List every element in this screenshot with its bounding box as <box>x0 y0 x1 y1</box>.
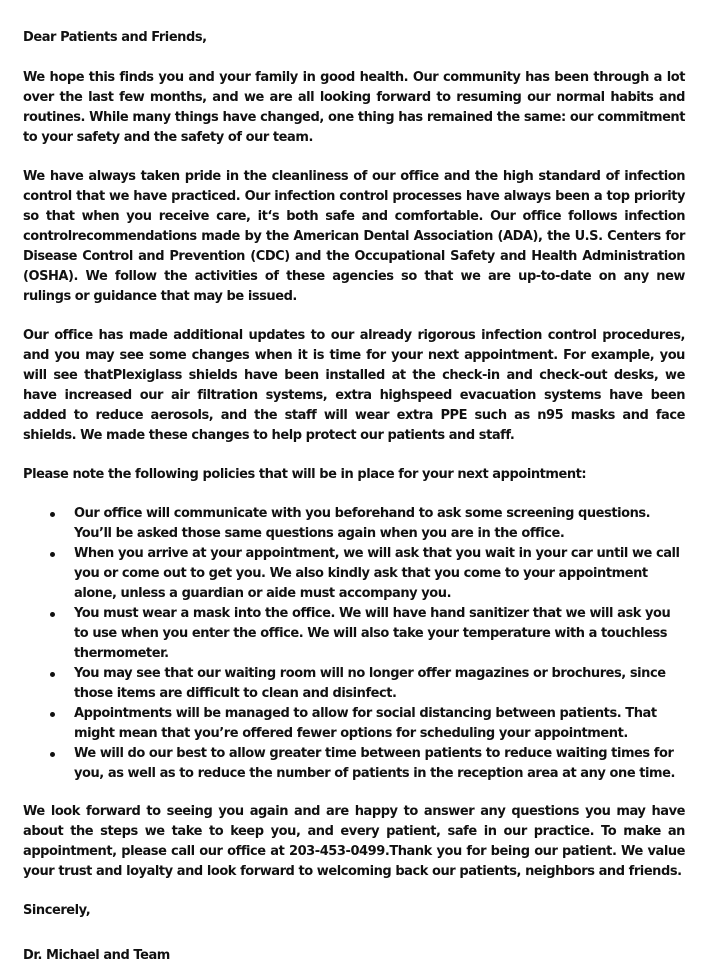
updates-paragraph: Our office has made additional updates to our already rigorous infection control procedures, and you may see some changes when it is time for your next appointment. For example, you will see thatPlexiglass shields have been installed at the check-in and check-out desks, we have increased our air filtration systems, extra highspeed evacuation systems have been added to reduce aerosols, and the staff will wear extra PPE such as n95 masks and face shields. We made these changes to help protect our patients and staff. <box>23 328 685 443</box>
policy-text: When you arrive at your appointment, we will ask that you wait in your car until we call you or come out to get you. We also kindly ask that you come to your appointment alone, unless a guardian or aide must accompany you. <box>74 546 680 601</box>
closing-paragraph: We look forward to seeing you again and are happy to answer any questions you may have about the steps we take to keep you, and every patient, safe in our practice. To make an appointment, please call our office at 203-453-0499.Thank you for being our patient. We value your trust and loyalty and look forward to welcoming back our patients, neighbors and friends. <box>23 804 685 879</box>
intro-paragraph: We hope this finds you and your family in good health. Our community has been through a lot over the last few months, and we are all looking forward to resuming our normal habits and routines. While many things have changed, one thing has remained the same: our commitment to your safety and the safety of our team. <box>23 70 685 145</box>
policy-text: Appointments will be managed to allow for social distancing between patients. That might mean that you’re offered fewer options for scheduling your appointment. <box>74 706 657 741</box>
policy-item <box>23 664 685 704</box>
policy-text: Our office will communicate with you beforehand to ask some screening questions. You’ll be asked those same questions again when you are in the office. <box>74 506 651 541</box>
bullet-icon <box>50 672 55 677</box>
bullet-icon <box>50 552 55 557</box>
policy-item <box>23 744 685 784</box>
salutation: Dear Patients and Friends, <box>23 30 207 45</box>
policy-text: You must wear a mask into the office. We will have hand sanitizer that we will ask you to use when you enter the office. We will also take your temperature with a touchless thermometer. <box>74 606 671 661</box>
bullet-icon <box>50 512 55 517</box>
letter-body <box>23 28 685 966</box>
policy-text: You may see that our waiting room will no longer offer magazines or brochures, since those items are difficult to clean and disinfect. <box>74 666 666 701</box>
signature: Dr. Michael and Team <box>23 948 170 963</box>
infection-control-paragraph: We have always taken pride in the cleanliness of our office and the high standard of infection control that we have practiced. Our infection control processes have always been a top priority so that when you receive care, it‘s both safe and comfortable. Our office follows infection controlrecommendations made by the American Dental Association (ADA), the U.S. Centers for Disease Control and Prevention (CDC) and the Occupational Safety and Health Administration (OSHA). We follow the activities of these agencies so that we are up-to-date on any new rulings or guidance that may be issued. <box>23 169 685 304</box>
closing: Sincerely, <box>23 903 91 918</box>
policy-item <box>23 544 685 604</box>
policy-text: We will do our best to allow greater time between patients to reduce waiting times for you, as well as to reduce the number of patients in the reception area at any one time. <box>74 746 675 781</box>
policies-intro: Please note the following policies that will be in place for your next appointment: <box>23 467 587 482</box>
policy-item <box>23 604 685 664</box>
bullet-icon <box>50 712 55 717</box>
bullet-icon <box>50 752 55 757</box>
policy-list <box>23 504 685 784</box>
policy-item <box>23 704 685 744</box>
bullet-icon <box>50 612 55 617</box>
policy-item <box>23 504 685 544</box>
